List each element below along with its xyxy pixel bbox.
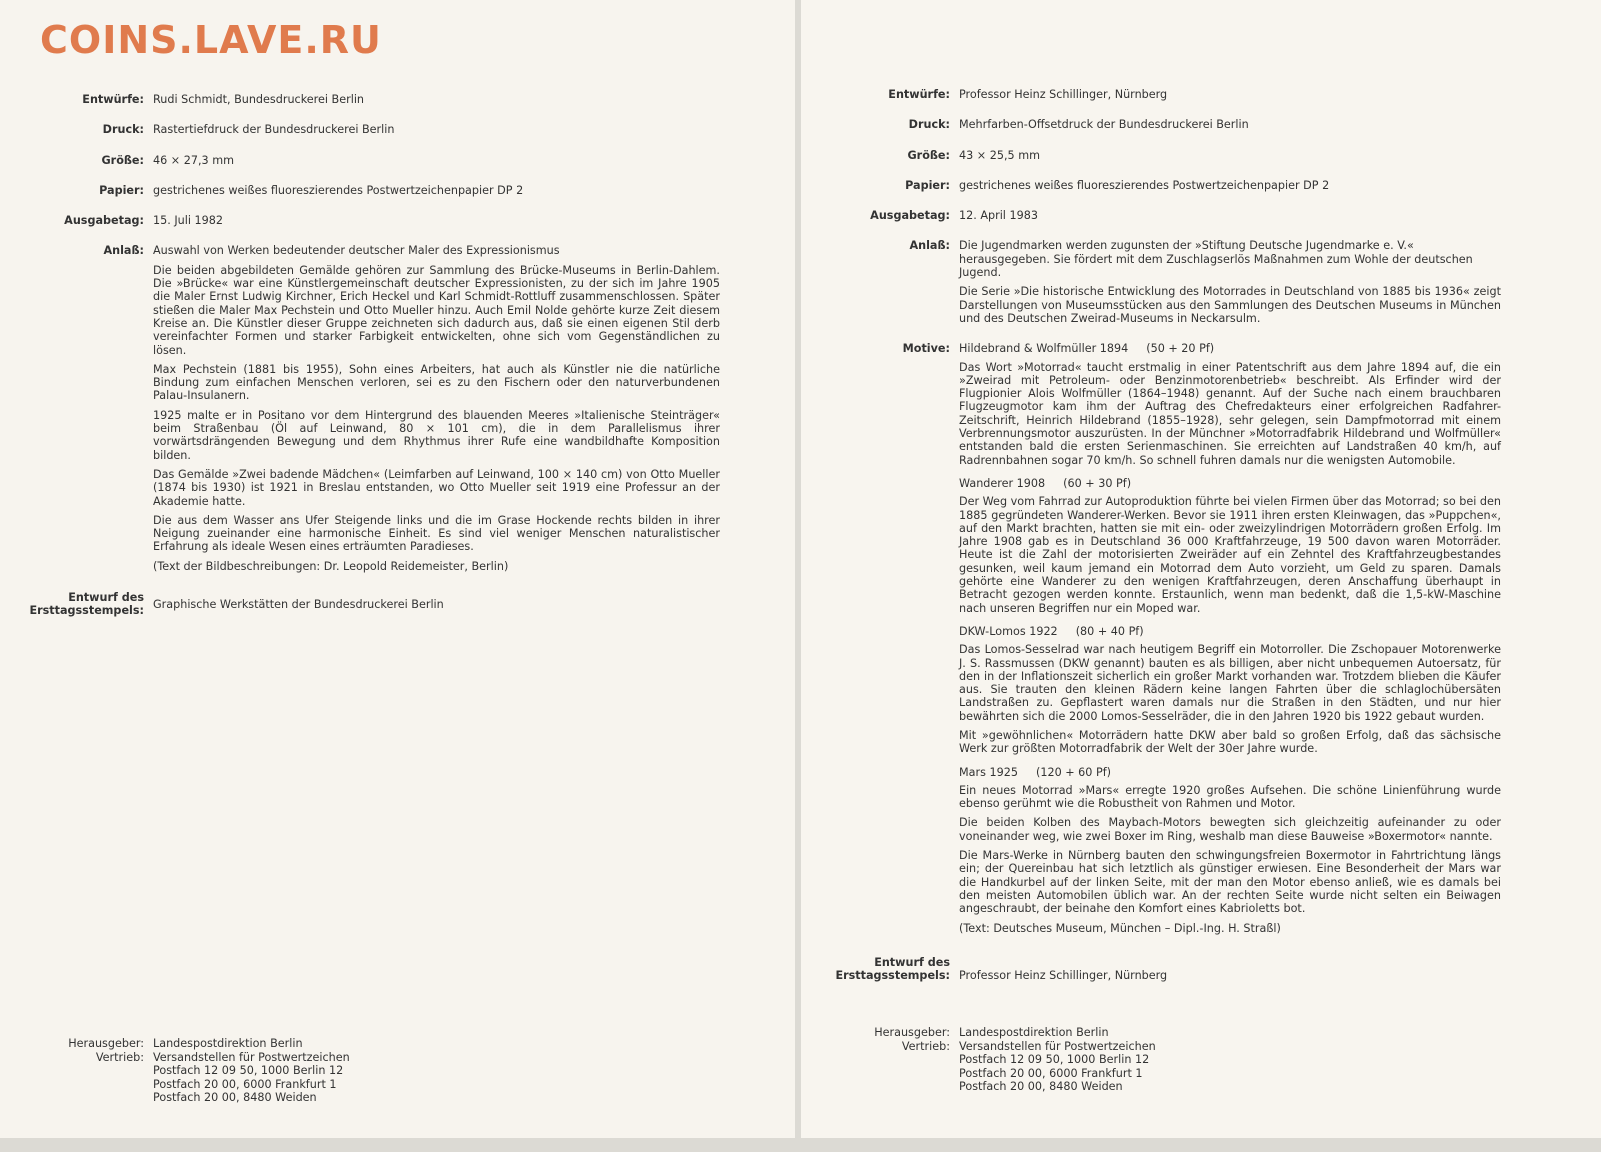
detail-row xyxy=(0,184,720,203)
motive-title xyxy=(959,625,1501,638)
detail-paragraph: Die Jugendmarken werden zugunsten der »Stiftung Deutsche Jugendmarke e. V.« herausgegeben. Sie fördert mit dem Zuschlagserlös Maßnahmen zum Wohle der deutschen Jugend. xyxy=(959,239,1473,280)
motive-paragraph: Die Mars-Werke in Nürnberg bauten den schwingungsfreien Boxermotor in Fahrtrichtung längs ein; der Quereinbau hat sich letztlich als günstiger erwiesen. Eine Besonderheit der Mars war die Handkurbel auf der linken Seite, mit der man den Motor ebenso anließ, wie es damals bei den meisten Automobilen üblich war. An der rechten Seite wurde nicht selten ein Beiwagen angeschraubt, der beinahe den Komfort eines Kabrioletts bot. xyxy=(959,849,1501,916)
detail-label: Entwürfe: xyxy=(82,93,144,106)
motive-name: Mars 1925 xyxy=(959,765,1018,779)
motive-paragraph: Das Lomos-Sesselrad war nach heutigem Begriff ein Motorroller. Die Zschopauer Motorenwerke J. S. Rassmussen (DKW genannt) bauten es als billigen, aber nicht unbequemen Autoersatz, für den in der Inflationszeit sicherlich ein großer Markt vorhanden war. Trotzdem blieben die Käufer aus. Sie trauten den kleinen Rädern keine langen Fahrten über die schlaglochübersäten Landstraßen zu. Gepflastert waren damals nur die Straßen in den Städten, und nur hier bewährten sich die 2000 Lomos-Sesselräder, die in den Jahren 1920 bis 1922 gebaut wurden. xyxy=(959,643,1501,723)
detail-label: Größe: xyxy=(907,148,950,162)
detail-value xyxy=(950,118,1501,137)
motive-price: (60 + 30 Pf) xyxy=(1063,476,1132,490)
motive-name: DKW-Lomos 1922 xyxy=(959,624,1058,638)
left-footer xyxy=(0,1037,350,1105)
footer-labels xyxy=(801,1026,950,1094)
detail-value xyxy=(144,123,720,142)
detail-row xyxy=(801,149,1501,168)
detail-value xyxy=(144,184,720,203)
detail-paragraph: 12. April 1983 xyxy=(959,209,1038,223)
detail-label: Entwurf des Ersttagsstempels: xyxy=(29,591,144,618)
detail-value xyxy=(950,179,1501,198)
footer-label: Vertrieb: xyxy=(901,1039,950,1053)
detail-paragraph: 43 × 25,5 mm xyxy=(959,148,1040,162)
right-details xyxy=(801,88,1501,993)
motive-price: (80 + 40 Pf) xyxy=(1075,624,1144,638)
detail-paragraph: Professor Heinz Schillinger, Nürnberg xyxy=(959,88,1168,101)
footer-line: Postfach 20 00, 6000 Frankfurt 1 xyxy=(153,1077,337,1091)
footer-label: Herausgeber: xyxy=(68,1037,144,1050)
detail-value xyxy=(144,154,720,173)
detail-paragraph: Max Pechstein (1881 bis 1955), Sohn eines Arbeiters, hat auch als Künstler nie die natürliche Bindung zum einfachen Menschen verloren, sei es zu den Fischern oder den naturverbundenen Palau-Insulanern. xyxy=(153,362,720,403)
motive-paragraph: Der Weg vom Fahrrad zur Autoproduktion führte bei vielen Firmen über das Motorrad; so bei den 1885 gegründeten Wanderer-Werken. Bevor sie 1911 ihren ersten Kleinwagen, das »Puppchen«, auf den Markt brachten, hatten sie mit ein- oder zweizylindrigen Motorrädern großen Erfolg. Im Jahre 1908 gab es in Deutschland 36 000 Kraftfahrzeuge, 19 500 davon waren Motorräder. Heute ist die Zahl der motorisierten Zweiräder auf ein Zehntel des Kraftfahrzeugbestandes gesunken, weil kaum jemand ein Motorrad dem Auto vorzieht, um Geld zu sparen. Damals gehörte eine Wanderer zu den wenigen Kraftfahrzeugen, deren Anschaffung überhaupt in Betracht gezogen werden konnte. Erstaunlich, wenn man bedenkt, daß die 1,5-kW-Maschine nach unseren Begriffen nur ein Moped war. xyxy=(959,495,1501,615)
detail-paragraph: Die beiden abgebildeten Gemälde gehören zur Sammlung des Brücke-Museums in Berlin-Dahlem. Die »Brücke« war eine Künstlergemeinschaft deutscher Expressionisten, zu der sich im Jahre 1905 die Maler Ernst Ludwig Kirchner, Erich Heckel und Karl Schmidt-Rottluff zusammenschlossen. Später stießen die Maler Max Pechstein und Otto Mueller hinzu. Auch Emil Nolde gehörte kurze Zeit diesem Kreise an. Die Künstler dieser Gruppe zeichneten sich dadurch aus, daß sie einen eigenen Stil derb vereinfachter Formen und starker Farbigkeit entwickelten, ohne sich vom Gegenständlichen zu lösen. xyxy=(153,263,720,357)
detail-row xyxy=(0,244,720,579)
detail-label: Entwürfe: xyxy=(888,88,950,101)
detail-paragraph: 46 × 27,3 mm xyxy=(153,153,234,167)
watermark-logo: COINS.LAVE.RU xyxy=(40,18,382,62)
detail-row xyxy=(0,93,720,112)
footer-line: Postfach 20 00, 8480 Weiden xyxy=(153,1091,317,1105)
footer-labels xyxy=(0,1037,144,1105)
detail-label: Ausgabetag: xyxy=(870,209,950,223)
detail-value xyxy=(950,88,1501,107)
detail-paragraph: Mehrfarben-Offsetdruck der Bundesdruckerei Berlin xyxy=(959,118,1249,132)
motive-label: Motive: xyxy=(902,342,950,356)
detail-label: Ausgabetag: xyxy=(64,214,144,228)
detail-value xyxy=(144,93,720,112)
motive-title xyxy=(959,342,1501,355)
footer-line: Landespostdirektion Berlin xyxy=(959,1026,1109,1039)
stempel-label: Entwurf des Ersttagsstempels: xyxy=(835,955,950,983)
footer-address xyxy=(144,1037,350,1105)
motive-paragraph: Die beiden Kolben des Maybach-Motors bewegten sich gleichzeitig aufeinander zu oder voneinander weg, wie zwei Boxer im Ring, weshalb man diese Bauweise »Boxermotor« nannte. xyxy=(959,816,1501,843)
motive-item xyxy=(959,342,1501,467)
stempel-row xyxy=(801,956,1501,983)
detail-row xyxy=(801,88,1501,107)
detail-label: Papier: xyxy=(99,183,144,197)
footer-line: Versandstellen für Postwertzeichen xyxy=(153,1050,350,1064)
detail-row xyxy=(0,123,720,142)
motive-paragraph: Ein neues Motorrad »Mars« erregte 1920 großes Aufsehen. Die schöne Linienführung wurde ebenso gerühmt wie die Robustheit von Rahmen und Motor. xyxy=(959,783,1501,811)
detail-paragraph: Graphische Werkstätten der Bundesdruckerei Berlin xyxy=(153,598,444,612)
detail-label: Anlaß: xyxy=(103,244,144,258)
detail-row xyxy=(801,179,1501,198)
detail-label: Papier: xyxy=(905,178,950,192)
motive-paragraph: Mit »gewöhnlichen« Motorrädern hatte DKW aber bald so großen Erfolg, daß das sächsische Werk zur größten Motorradfabrik der Welt der 30er Jahre wurde. xyxy=(959,728,1501,756)
detail-paragraph: Auswahl von Werken bedeutender deutscher Maler des Expressionismus xyxy=(153,244,560,258)
footer-line: Landespostdirektion Berlin xyxy=(153,1037,303,1050)
motive-name: Wanderer 1908 xyxy=(959,476,1046,490)
detail-row xyxy=(801,239,1501,331)
detail-row xyxy=(801,209,1501,228)
footer-line: Postfach 20 00, 6000 Frankfurt 1 xyxy=(959,1066,1143,1080)
detail-row xyxy=(0,154,720,173)
detail-paragraph: gestrichenes weißes fluoreszierendes Postwertzeichenpapier DP 2 xyxy=(153,183,524,197)
detail-value xyxy=(144,214,720,233)
detail-label: Druck: xyxy=(908,118,950,132)
footer-line: Postfach 20 00, 8480 Weiden xyxy=(959,1080,1123,1094)
detail-value xyxy=(950,209,1501,228)
motive-row xyxy=(801,342,1501,945)
footer-label: Vertrieb: xyxy=(95,1050,144,1064)
footer-line: Postfach 12 09 50, 1000 Berlin 12 xyxy=(959,1053,1150,1067)
left-details xyxy=(0,93,720,629)
detail-paragraph: gestrichenes weißes fluoreszierendes Postwertzeichenpapier DP 2 xyxy=(959,178,1330,192)
stempel-value: Professor Heinz Schillinger, Nürnberg xyxy=(959,969,1168,983)
right-footer xyxy=(801,1026,1156,1094)
motive-paragraph: Das Wort »Motorrad« taucht erstmalig in einer Patentschrift aus dem Jahre 1894 auf, die ein »Zweirad mit Petroleum- oder Benzinmotorenbetrieb« beschreibt. Als Erfinder wird der Flugpionier Alois Wolfmüller (1864–1948) genannt. Auf der Suche nach einem brauchbaren Flugzeugmotor kam ihm der Auftrag des Chefredakteurs einer erfolgreichen Radfahrer-Zeitschrift, Heinrich Hildebrand (1855–1928), sehr gelegen, sein Dampfmotorrad mit einem Verbrennungsmotor auszurüsten. In der Münchner »Motorradfabrik Hildebrand und Wolfmüller« entstanden bald die ersten Serienmaschinen. Sie erreichten auf Landstraßen 40 km/h, auf Radrennbahnen sogar 70 km/h. So schnell fuhren damals nur die wenigsten Automobile. xyxy=(959,360,1501,467)
detail-paragraph: 15. Juli 1982 xyxy=(153,214,223,228)
detail-paragraph: Die aus dem Wasser ans Ufer Steigende links und die im Grase Hockende rechts bilden in ihrer Neigung zueinander eine harmonische Einheit. Es sind viel weniger Menschen naturalistischer Erfahrung als ideale Wesen eines erträumten Paradieses. xyxy=(153,513,720,554)
detail-paragraph: Das Gemälde »Zwei badende Mädchen« (Leimfarben auf Leinwand, 100 × 140 cm) von Otto Mueller (1874 bis 1930) ist 1921 in Breslau entstanden, wo Otto Mueller seit 1919 eine Professur an der Akademie hatte. xyxy=(153,467,720,508)
detail-value xyxy=(144,244,720,579)
detail-row xyxy=(0,591,720,618)
footer-address xyxy=(950,1026,1156,1094)
detail-value xyxy=(950,149,1501,168)
motive-list xyxy=(950,342,1501,945)
footer-line: Versandstellen für Postwertzeichen xyxy=(959,1039,1156,1053)
motive-paragraph: (Text: Deutsches Museum, München – Dipl.-Ing. H. Straßl) xyxy=(959,921,1281,935)
detail-paragraph: Rastertiefdruck der Bundesdruckerei Berlin xyxy=(153,123,395,137)
motive-title xyxy=(959,477,1501,490)
detail-paragraph: Rudi Schmidt, Bundesdruckerei Berlin xyxy=(153,93,365,106)
motive-item xyxy=(959,625,1501,756)
detail-row xyxy=(0,214,720,233)
detail-label: Größe: xyxy=(101,153,144,167)
detail-value xyxy=(950,239,1501,331)
motive-name: Hildebrand & Wolfmüller 1894 xyxy=(959,342,1129,356)
motive-item xyxy=(959,477,1501,615)
motive-title xyxy=(959,766,1501,779)
motive-price: (120 + 60 Pf) xyxy=(1035,765,1112,779)
right-sheet xyxy=(801,0,1601,1138)
detail-paragraph: Die Serie »Die historische Entwicklung des Motorrades in Deutschland von 1885 bis 1936« zeigt Darstellungen von Museumsstücken aus den Sammlungen des Deutschen Museums in München und des Deutschen Zweirad-Museums in Neckarsulm. xyxy=(959,285,1501,325)
footer-line: Postfach 12 09 50, 1000 Berlin 12 xyxy=(153,1064,344,1078)
detail-label: Druck: xyxy=(102,123,144,137)
motive-price: (50 + 20 Pf) xyxy=(1146,342,1215,356)
detail-paragraph: (Text der Bildbeschreibungen: Dr. Leopold Reidemeister, Berlin) xyxy=(153,559,509,573)
detail-label: Anlaß: xyxy=(909,239,950,253)
detail-value xyxy=(144,598,720,617)
left-sheet xyxy=(0,0,795,1138)
detail-row xyxy=(801,118,1501,137)
detail-paragraph: 1925 malte er in Positano vor dem Hintergrund des blauenden Meeres »Italienische Steinträger« beim Straßenbau (Öl auf Leinwand, 80 × 101 cm), die in dem Parallelismus ihrer vorwärtsdrängenden Bewegung und dem Rhythmus ihrer Rufe eine wandbildhafte Komposition bilden. xyxy=(153,408,720,462)
footer-label: Herausgeber: xyxy=(874,1026,950,1039)
motive-item xyxy=(959,766,1501,935)
